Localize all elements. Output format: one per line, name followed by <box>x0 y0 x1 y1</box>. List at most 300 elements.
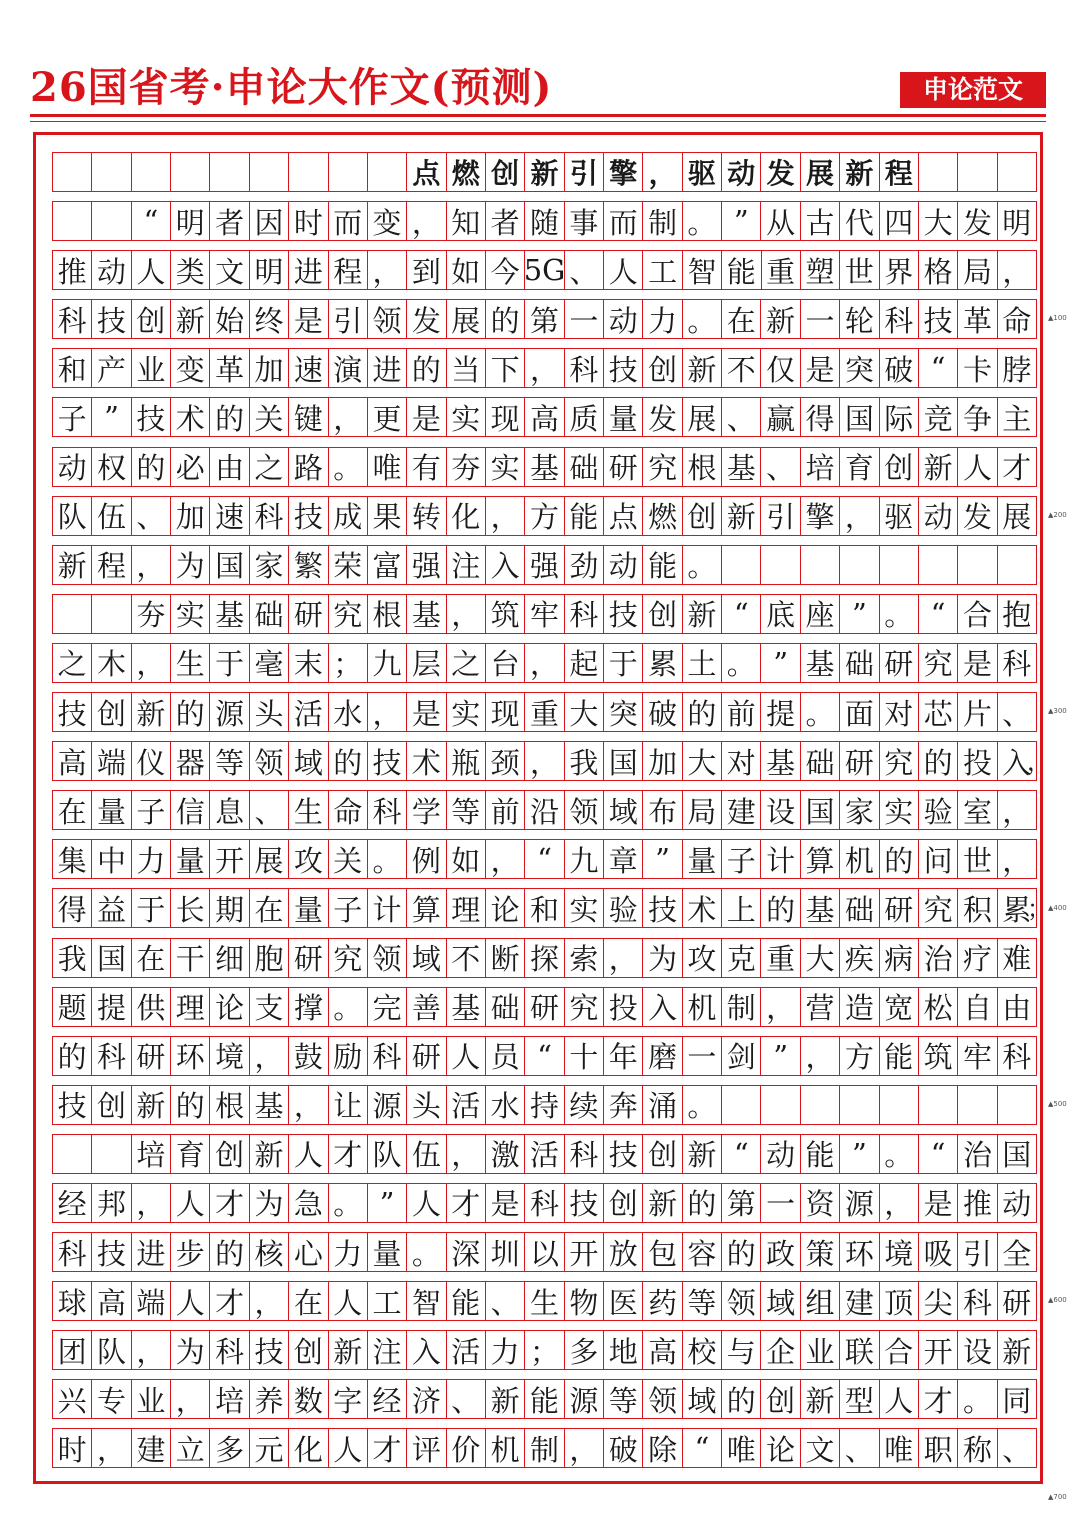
grid-cell: 创 <box>604 1184 643 1222</box>
grid-cell: 展 <box>447 300 486 338</box>
grid-cell: 剑 <box>722 1037 761 1075</box>
grid-cell: 高 <box>92 1282 131 1320</box>
word-count-mark: ▲500 <box>1048 1100 1067 1108</box>
grid-cell: ， <box>486 840 525 878</box>
grid-cell: 究 <box>919 889 958 927</box>
grid-cell <box>919 1086 958 1124</box>
essay-row <box>52 299 1037 339</box>
grid-cell: 展 <box>250 840 289 878</box>
grid-cell: 术 <box>171 398 210 436</box>
grid-cell: 注 <box>447 546 486 584</box>
grid-cell: 创 <box>92 1086 131 1124</box>
grid-cell: 程 <box>92 546 131 584</box>
grid-cell: 、 <box>840 1429 879 1467</box>
grid-cell: 是 <box>407 693 446 731</box>
grid-cell: 中 <box>92 840 131 878</box>
grid-cell: 第 <box>722 1184 761 1222</box>
grid-cell: 技 <box>919 300 958 338</box>
grid-cell: 前 <box>722 693 761 731</box>
grid-cell: 工 <box>643 251 682 289</box>
grid-cell: 人 <box>604 251 643 289</box>
grid-cell <box>210 153 249 191</box>
grid-cell: ” <box>368 1184 407 1222</box>
grid-cell: 实 <box>486 448 525 486</box>
grid-cell: 能 <box>565 497 604 535</box>
grid-cell: 于 <box>604 644 643 682</box>
essay-row <box>52 447 1037 487</box>
grid-cell: 智 <box>407 1282 446 1320</box>
grid-cell: 才 <box>998 448 1037 486</box>
grid-cell: 断 <box>486 939 525 977</box>
grid-cell: 基 <box>525 448 564 486</box>
grid-cell: ， <box>132 546 171 584</box>
grid-cell: 劲 <box>565 546 604 584</box>
grid-cell: 。 <box>683 202 722 240</box>
grid-cell <box>368 153 407 191</box>
essay-row <box>52 545 1037 585</box>
grid-cell: 才 <box>329 1135 368 1173</box>
grid-cell: 第 <box>525 300 564 338</box>
grid-cell: 动 <box>92 251 131 289</box>
grid-cell: 、 <box>132 497 171 535</box>
grid-cell: 加 <box>250 349 289 387</box>
grid-cell: 台 <box>486 644 525 682</box>
essay-row <box>52 496 1037 536</box>
grid-cell: 发 <box>407 300 446 338</box>
grid-cell: 对 <box>880 693 919 731</box>
grid-cell: 药 <box>643 1282 682 1320</box>
grid-cell: 十 <box>565 1037 604 1075</box>
grid-cell: 引 <box>761 497 800 535</box>
grid-cell: 进 <box>132 1233 171 1271</box>
grid-cell: 量 <box>289 889 328 927</box>
grid-cell: 题 <box>53 988 92 1026</box>
grid-cell: 科 <box>998 1037 1037 1075</box>
grid-cell: 。 <box>958 1380 997 1418</box>
grid-cell: 自 <box>958 988 997 1026</box>
grid-cell: 家 <box>250 546 289 584</box>
grid-cell: 累 <box>643 644 682 682</box>
grid-cell: 唯 <box>368 448 407 486</box>
grid-cell: 活 <box>447 1331 486 1369</box>
grid-cell: 才 <box>447 1184 486 1222</box>
grid-cell: 究 <box>880 742 919 780</box>
grid-cell: 计 <box>761 840 800 878</box>
grid-cell <box>761 1086 800 1124</box>
grid-cell: 提 <box>761 693 800 731</box>
grid-cell: 类 <box>171 251 210 289</box>
grid-cell: 起 <box>565 644 604 682</box>
grid-cell: 、 <box>447 1380 486 1418</box>
grid-cell: 量 <box>171 840 210 878</box>
grid-cell: 等 <box>683 1282 722 1320</box>
grid-cell: 到 <box>407 251 446 289</box>
grid-cell: 业 <box>801 1331 840 1369</box>
grid-cell: 是 <box>919 1184 958 1222</box>
grid-cell: 随 <box>525 202 564 240</box>
grid-cell: ， <box>761 988 800 1026</box>
grid-cell: 动 <box>761 1135 800 1173</box>
grid-cell: 子 <box>329 889 368 927</box>
grid-cell: 力 <box>486 1331 525 1369</box>
grid-cell: 。 <box>683 300 722 338</box>
grid-cell: 局 <box>683 791 722 829</box>
grid-cell: 唯 <box>880 1429 919 1467</box>
grid-cell: 吸 <box>919 1233 958 1271</box>
grid-cell: 加 <box>643 742 682 780</box>
grid-cell: ， <box>250 1282 289 1320</box>
grid-cell: 环 <box>840 1233 879 1271</box>
grid-cell: 高 <box>525 398 564 436</box>
grid-cell: 世 <box>840 251 879 289</box>
grid-cell: 能 <box>880 1037 919 1075</box>
page-header <box>30 62 1046 114</box>
grid-cell: 展 <box>801 153 840 191</box>
grid-cell <box>53 595 92 633</box>
grid-cell: 创 <box>210 1135 249 1173</box>
grid-cell: 域 <box>604 791 643 829</box>
grid-cell: 明 <box>250 251 289 289</box>
grid-cell <box>958 153 997 191</box>
grid-cell: 重 <box>761 939 800 977</box>
grid-cell: 病 <box>880 939 919 977</box>
grid-cell: 圳 <box>486 1233 525 1271</box>
grid-cell: 燃 <box>643 497 682 535</box>
grid-cell: 研 <box>840 742 879 780</box>
grid-cell: 干 <box>171 939 210 977</box>
grid-cell: 的 <box>171 693 210 731</box>
grid-cell: 开 <box>919 1331 958 1369</box>
grid-cell: 端 <box>132 1282 171 1320</box>
grid-cell: 子 <box>53 398 92 436</box>
grid-cell: 专 <box>92 1380 131 1418</box>
grid-cell <box>92 202 131 240</box>
grid-cell: 资 <box>801 1184 840 1222</box>
grid-cell: 益 <box>92 889 131 927</box>
grid-cell <box>132 153 171 191</box>
grid-cell: 领 <box>565 791 604 829</box>
grid-cell: 新 <box>525 153 564 191</box>
grid-cell: 科 <box>998 644 1037 682</box>
grid-cell: 细 <box>210 939 249 977</box>
grid-cell: 建 <box>132 1429 171 1467</box>
grid-cell: 动 <box>998 1184 1037 1222</box>
grid-cell: 科 <box>368 1037 407 1075</box>
grid-cell: 是 <box>407 398 446 436</box>
grid-cell: 探 <box>525 939 564 977</box>
grid-cell: 、 <box>486 1282 525 1320</box>
grid-cell: 从 <box>761 202 800 240</box>
grid-cell: 人 <box>171 1282 210 1320</box>
grid-cell: 擎 <box>604 153 643 191</box>
grid-cell: 富 <box>368 546 407 584</box>
grid-cell: 。 <box>368 840 407 878</box>
grid-cell: 域 <box>289 742 328 780</box>
grid-cell: 进 <box>289 251 328 289</box>
grid-cell: 队 <box>368 1135 407 1173</box>
grid-cell: 和 <box>53 349 92 387</box>
grid-cell: 入 <box>643 988 682 1026</box>
grid-cell: 。 <box>880 595 919 633</box>
grid-cell: 术 <box>683 889 722 927</box>
grid-cell: 、 <box>761 448 800 486</box>
grid-cell: 多 <box>565 1331 604 1369</box>
grid-cell: 基 <box>407 595 446 633</box>
grid-cell: 环 <box>171 1037 210 1075</box>
grid-cell: 人 <box>329 1282 368 1320</box>
grid-cell: 领 <box>368 939 407 977</box>
essay-row <box>52 1428 1037 1468</box>
grid-cell: 路 <box>289 448 328 486</box>
grid-cell: 大 <box>919 202 958 240</box>
grid-cell: 难 <box>998 939 1037 977</box>
grid-cell: 造 <box>840 988 879 1026</box>
grid-cell: 时 <box>53 1429 92 1467</box>
grid-cell: 端 <box>92 742 131 780</box>
grid-cell: 权 <box>92 448 131 486</box>
grid-cell: 突 <box>604 693 643 731</box>
grid-cell: 人 <box>171 1184 210 1222</box>
grid-cell <box>329 153 368 191</box>
grid-cell: 。 <box>329 448 368 486</box>
grid-cell: 建 <box>722 791 761 829</box>
grid-cell: 新 <box>250 1135 289 1173</box>
grid-cell: 养 <box>250 1380 289 1418</box>
grid-cell: 为 <box>643 939 682 977</box>
grid-cell: 方 <box>840 1037 879 1075</box>
grid-cell: ， <box>998 791 1037 829</box>
grid-cell: ” <box>840 595 879 633</box>
grid-cell: 转 <box>407 497 446 535</box>
grid-cell: 年 <box>604 1037 643 1075</box>
grid-cell: 燃 <box>447 153 486 191</box>
grid-cell: 。 <box>683 546 722 584</box>
grid-cell: 变 <box>171 349 210 387</box>
grid-cell: 支 <box>250 988 289 1026</box>
grid-cell: 新 <box>171 300 210 338</box>
grid-cell: 为 <box>250 1184 289 1222</box>
grid-cell: 基 <box>801 644 840 682</box>
grid-cell: 擎 <box>801 497 840 535</box>
grid-cell: 等 <box>210 742 249 780</box>
grid-cell: 础 <box>486 988 525 1026</box>
grid-cell: 竞 <box>919 398 958 436</box>
grid-cell: 的 <box>761 889 800 927</box>
grid-cell: 才 <box>210 1282 249 1320</box>
grid-cell: 智 <box>683 251 722 289</box>
grid-cell: 企 <box>761 1331 800 1369</box>
grid-cell: 的 <box>722 1233 761 1271</box>
grid-cell: 发 <box>761 153 800 191</box>
grid-cell: 基 <box>447 988 486 1026</box>
grid-cell: 际 <box>880 398 919 436</box>
grid-cell: 展 <box>683 398 722 436</box>
grid-cell: 和 <box>525 889 564 927</box>
grid-cell: 创 <box>92 693 131 731</box>
grid-cell: 瓶 <box>447 742 486 780</box>
grid-cell: 经 <box>53 1184 92 1222</box>
grid-cell: 方 <box>525 497 564 535</box>
grid-cell: 世 <box>958 840 997 878</box>
word-count-mark: ▲700 <box>1048 1492 1067 1501</box>
grid-cell: 领 <box>368 300 407 338</box>
essay-row <box>52 1183 1037 1223</box>
grid-cell: 队 <box>92 1331 131 1369</box>
grid-cell: 生 <box>525 1282 564 1320</box>
grid-cell: 元 <box>250 1429 289 1467</box>
grid-cell: 破 <box>643 693 682 731</box>
grid-cell: 策 <box>801 1233 840 1271</box>
grid-cell: 争 <box>958 398 997 436</box>
grid-cell: 包 <box>643 1233 682 1271</box>
grid-cell: 座 <box>801 595 840 633</box>
grid-cell: 夯 <box>447 448 486 486</box>
grid-cell: 是 <box>486 1184 525 1222</box>
grid-cell: 的 <box>329 742 368 780</box>
grid-cell: 建 <box>840 1282 879 1320</box>
grid-cell: 理 <box>447 889 486 927</box>
grid-cell: 变 <box>368 202 407 240</box>
grid-cell: 人 <box>447 1037 486 1075</box>
grid-cell: 的 <box>683 1184 722 1222</box>
grid-cell: 创 <box>486 153 525 191</box>
grid-cell: 实 <box>447 693 486 731</box>
overflow-punctuation: ； <box>1027 895 1051 924</box>
grid-cell: 。 <box>683 1086 722 1124</box>
grid-cell: 键 <box>289 398 328 436</box>
grid-cell <box>92 1135 131 1173</box>
grid-cell: 点 <box>407 153 446 191</box>
grid-cell: 底 <box>761 595 800 633</box>
grid-cell: 与 <box>722 1331 761 1369</box>
grid-cell: 能 <box>447 1282 486 1320</box>
grid-cell: 筑 <box>486 595 525 633</box>
grid-cell: 点 <box>604 497 643 535</box>
grid-cell: 我 <box>53 939 92 977</box>
grid-cell: 创 <box>880 448 919 486</box>
grid-cell: 激 <box>486 1135 525 1173</box>
grid-cell: 科 <box>53 300 92 338</box>
grid-cell: 营 <box>801 988 840 1026</box>
grid-cell: 涌 <box>643 1086 682 1124</box>
grid-cell: 赢 <box>761 398 800 436</box>
grid-cell <box>919 546 958 584</box>
grid-cell: 计 <box>368 889 407 927</box>
grid-cell: 业 <box>132 1380 171 1418</box>
grid-cell: 技 <box>53 693 92 731</box>
grid-cell: 础 <box>840 644 879 682</box>
grid-cell: 唯 <box>722 1429 761 1467</box>
grid-cell: 抱 <box>998 595 1037 633</box>
grid-cell <box>92 153 131 191</box>
grid-cell: 轮 <box>840 300 879 338</box>
grid-cell: 深 <box>447 1233 486 1271</box>
grid-cell: 索 <box>565 939 604 977</box>
grid-cell: 、 <box>250 791 289 829</box>
grid-cell: 持 <box>525 1086 564 1124</box>
grid-cell: 动 <box>604 300 643 338</box>
grid-cell: 是 <box>289 300 328 338</box>
grid-cell: ， <box>447 1135 486 1173</box>
grid-cell: 开 <box>210 840 249 878</box>
grid-cell: 校 <box>683 1331 722 1369</box>
grid-cell: 信 <box>171 791 210 829</box>
grid-cell: 时 <box>289 202 328 240</box>
grid-cell: 培 <box>210 1380 249 1418</box>
essay-row <box>52 201 1037 241</box>
essay-row <box>52 643 1037 683</box>
grid-cell: 为 <box>171 546 210 584</box>
grid-cell <box>840 546 879 584</box>
grid-cell: 破 <box>604 1429 643 1467</box>
grid-cell: 量 <box>604 398 643 436</box>
grid-cell: 实 <box>447 398 486 436</box>
word-count-mark: ▲100 <box>1048 314 1067 323</box>
grid-cell: ， <box>840 497 879 535</box>
grid-cell: 科 <box>565 595 604 633</box>
grid-cell: 文 <box>210 251 249 289</box>
grid-cell: 于 <box>132 889 171 927</box>
word-count-mark: ▲600 <box>1048 1296 1067 1305</box>
grid-cell: 芯 <box>919 693 958 731</box>
grid-cell: “ <box>132 202 171 240</box>
grid-cell: ， <box>132 1331 171 1369</box>
grid-cell: 新 <box>761 300 800 338</box>
grid-cell: 领 <box>250 742 289 780</box>
grid-cell: 技 <box>92 300 131 338</box>
grid-cell: 现 <box>486 398 525 436</box>
grid-cell: 展 <box>998 497 1037 535</box>
grid-cell: 强 <box>407 546 446 584</box>
grid-cell: 究 <box>329 595 368 633</box>
grid-cell: 容 <box>683 1233 722 1271</box>
grid-cell: 始 <box>210 300 249 338</box>
essay-row <box>52 250 1037 290</box>
grid-cell: 伍 <box>92 497 131 535</box>
grid-cell: 新 <box>840 153 879 191</box>
grid-cell: 明 <box>171 202 210 240</box>
grid-cell: 完 <box>368 988 407 1026</box>
grid-cell: 沿 <box>525 791 564 829</box>
grid-cell: 供 <box>132 988 171 1026</box>
grid-cell: 机 <box>683 988 722 1026</box>
grid-cell: ” <box>722 202 761 240</box>
grid-cell: 化 <box>447 497 486 535</box>
grid-cell: 大 <box>801 939 840 977</box>
grid-cell: 新 <box>998 1331 1037 1369</box>
grid-cell: 地 <box>604 1331 643 1369</box>
grid-cell: 心 <box>289 1233 328 1271</box>
grid-cell: 技 <box>643 889 682 927</box>
grid-cell: 技 <box>53 1086 92 1124</box>
grid-cell: 究 <box>565 988 604 1026</box>
grid-cell: 格 <box>919 251 958 289</box>
grid-cell: 命 <box>998 300 1037 338</box>
grid-cell: ” <box>643 840 682 878</box>
grid-cell: 力 <box>643 300 682 338</box>
word-count-marks <box>1048 0 1080 1527</box>
grid-cell: 工 <box>368 1282 407 1320</box>
grid-cell: 、 <box>722 398 761 436</box>
category-tag: 申论范文 <box>900 72 1046 108</box>
grid-cell: 国 <box>998 1135 1037 1173</box>
grid-cell: 实 <box>171 595 210 633</box>
page-title: 26国省考·申论大作文(预测) <box>30 64 553 111</box>
grid-cell: 注 <box>368 1331 407 1369</box>
grid-cell: 源 <box>565 1380 604 1418</box>
grid-cell: “ <box>919 595 958 633</box>
grid-cell: 如 <box>447 251 486 289</box>
